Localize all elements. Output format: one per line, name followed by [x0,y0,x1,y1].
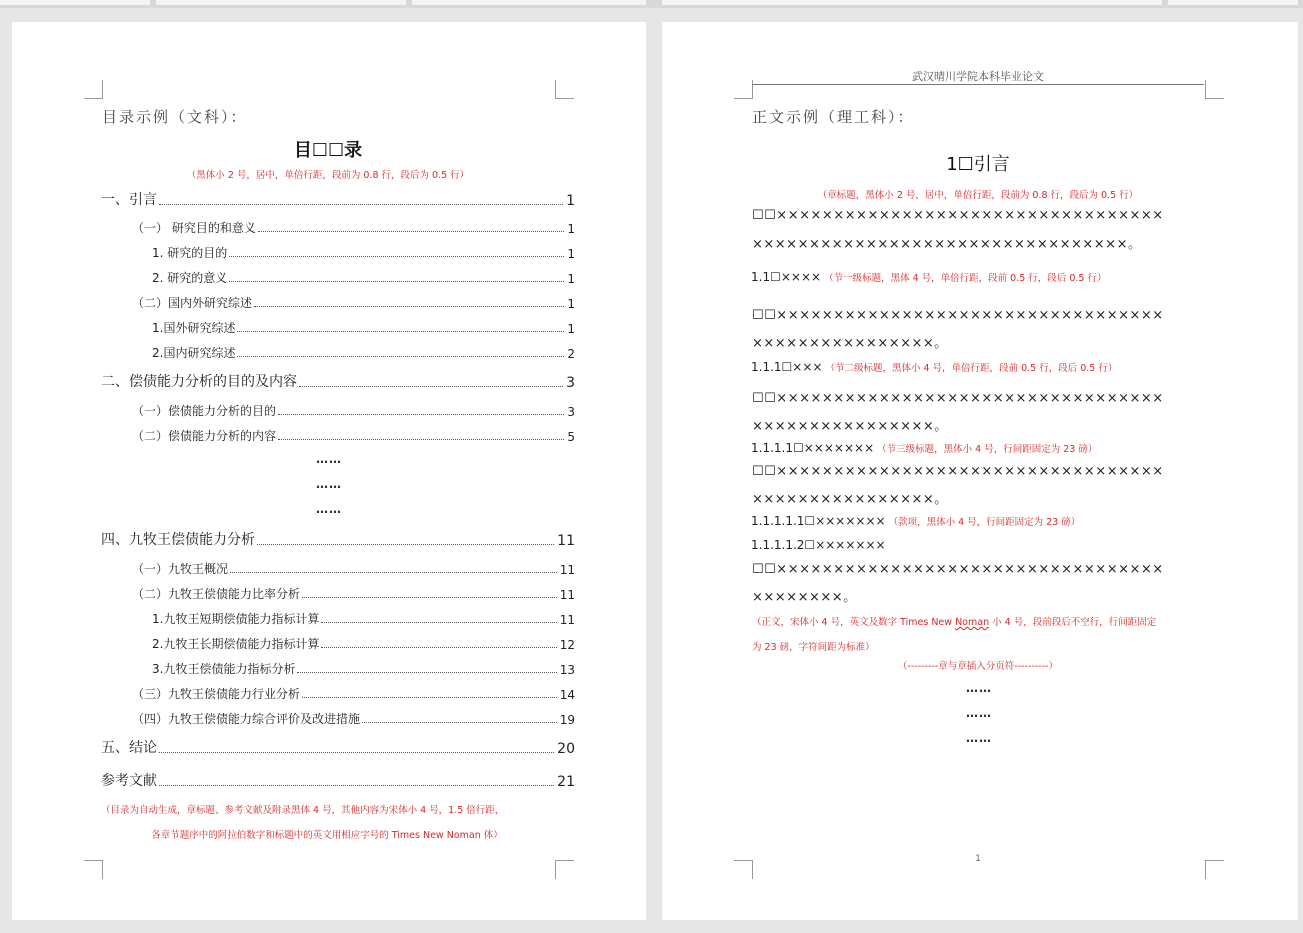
ellipsis: …… [966,681,992,695]
body-text-line: ×××××××××××××××××××××××××××××××××。 [752,237,1142,252]
body-text-line: ☐☐×××××××××××××××××××××××××××××××××× [752,562,1164,577]
heading-level-3: 1.1.1.1☐××××××× （节三级标题，黑体小 4 号，行间距固定为 23 磅） [751,441,1098,455]
heading-level-4: 1.1.1.1.1☐××××××× （款项，黑体小 4 号，行间距固定为 23 磅） [751,514,1081,528]
body-format-note: （正文，宋体小 4 号，英文及数字 Times New Noman 小 4 号，段前段后不空行，行间距固定 [752,617,1157,628]
margin-corner-bottom-left [734,860,753,879]
toc-entry[interactable]: （一） 研究目的和意义 1 [132,221,575,236]
margin-corner-top-left [734,80,753,99]
toc-entry[interactable]: （二）国内外研究综述 1 [132,296,575,311]
ellipsis: …… [316,502,342,516]
heading-level-1: 1.1☐×××× （节一级标题，黑体 4 号，单倍行距，段前 0.5 行，段后 0.5 行） [751,270,1107,284]
heading-level-2: 1.1.1☐××× （节二级标题，黑体小 4 号，单倍行距，段前 0.5 行，段后 0.5 行） [751,360,1118,374]
window-top-strip [0,0,1303,8]
running-header: 武汉晴川学院本科毕业论文 [912,70,1044,83]
body-text-line: ××××××××××××××××。 [752,492,948,507]
toc-entry[interactable]: 2.国内研究综述 2 [152,346,575,361]
heading-level-4: 1.1.1.1.2☐××××××× [751,538,886,552]
toc-entry[interactable]: （三）九牧王偿债能力行业分析 14 [132,687,575,702]
margin-corner-bottom-left [84,860,103,879]
margin-corner-top-right [1205,80,1224,99]
ellipsis: …… [966,706,992,720]
section-label: 正文示例（理工科）： [752,108,915,126]
body-text-line: ☐☐×××××××××××××××××××××××××××××××××× [752,308,1164,323]
body-text-line: ××××××××。 [752,590,857,605]
ellipsis: …… [316,452,342,466]
toc-entry[interactable]: 1.国外研究综述 1 [152,321,575,336]
body-text-line: ××××××××××××××××。 [752,419,948,434]
chapter-format-note: （章标题，黑体小 2 号，居中，单倍行距，段前为 0.8 行，段后为 0.5 行） [817,190,1139,201]
document-page-right [662,22,1298,920]
page-break-note: （---------章与章插入分页符----------） [897,661,1059,672]
body-text-line: ☐☐×××××××××××××××××××××××××××××××××× [752,208,1164,223]
toc-entry[interactable]: （一）九牧王概况 11 [132,562,575,577]
margin-corner-top-left [84,80,103,99]
document-page-left [12,22,646,920]
ellipsis: …… [966,731,992,745]
toc-entry[interactable]: 1. 研究的目的 1 [152,246,575,261]
toc-entry[interactable]: 四、九牧王偿债能力分析 11 [101,532,575,549]
section-label: 目录示例（文科）： [102,108,248,126]
toc-entry[interactable]: （二）偿债能力分析的内容 5 [132,429,575,444]
ellipsis: …… [316,477,342,491]
toc-entry[interactable]: （二）九牧王偿债能力比率分析 11 [132,587,575,602]
body-text-line: ☐☐×××××××××××××××××××××××××××××××××× [752,464,1164,479]
chapter-title: 1☐引言 [946,154,1010,175]
toc-entry[interactable]: 一、引言 1 [101,192,575,209]
body-text-line: ××××××××××××××××。 [752,336,948,351]
margin-corner-top-right [555,80,574,99]
body-text-line: ☐☐×××××××××××××××××××××××××××××××××× [752,391,1164,406]
toc-entry[interactable]: （四）九牧王偿债能力综合评价及改进措施 19 [132,712,575,727]
body-format-note-2: 为 23 磅，字符间距为标准） [752,642,875,653]
toc-title: 目☐☐录 [293,140,363,161]
title-format-note: （黑体小 2 号，居中，单倍行距，段前为 0.8 行，段后为 0.5 行） [186,170,470,181]
toc-entry[interactable]: 二、偿债能力分析的目的及内容 3 [101,374,575,391]
header-rule [752,84,1204,85]
margin-corner-bottom-right [555,860,574,879]
toc-entry[interactable]: 2.九牧王长期偿债能力指标计算 12 [152,637,575,652]
toc-entry[interactable]: （一）偿债能力分析的目的 3 [132,404,575,419]
toc-entry[interactable]: 3.九牧王偿债能力指标分析 13 [152,662,575,677]
toc-entry[interactable]: 1.九牧王短期偿债能力指标计算 11 [152,612,575,627]
toc-entry[interactable]: 参考文献 21 [101,773,575,790]
toc-format-note-2: 各章节题序中的阿拉伯数字和标题中的英文用相应字号的 Times New Noman 体） [151,830,503,841]
margin-corner-bottom-right [1205,860,1224,879]
toc-entry[interactable]: 2. 研究的意义 1 [152,271,575,286]
toc-entry[interactable]: 五、结论 20 [101,740,575,757]
page-number: 1 [975,854,981,864]
toc-format-note: （目录为自动生成，章标题、参考文献及附录黑体 4 号，其他内容为宋体小 4 号，1.5 倍行距， [101,805,505,816]
